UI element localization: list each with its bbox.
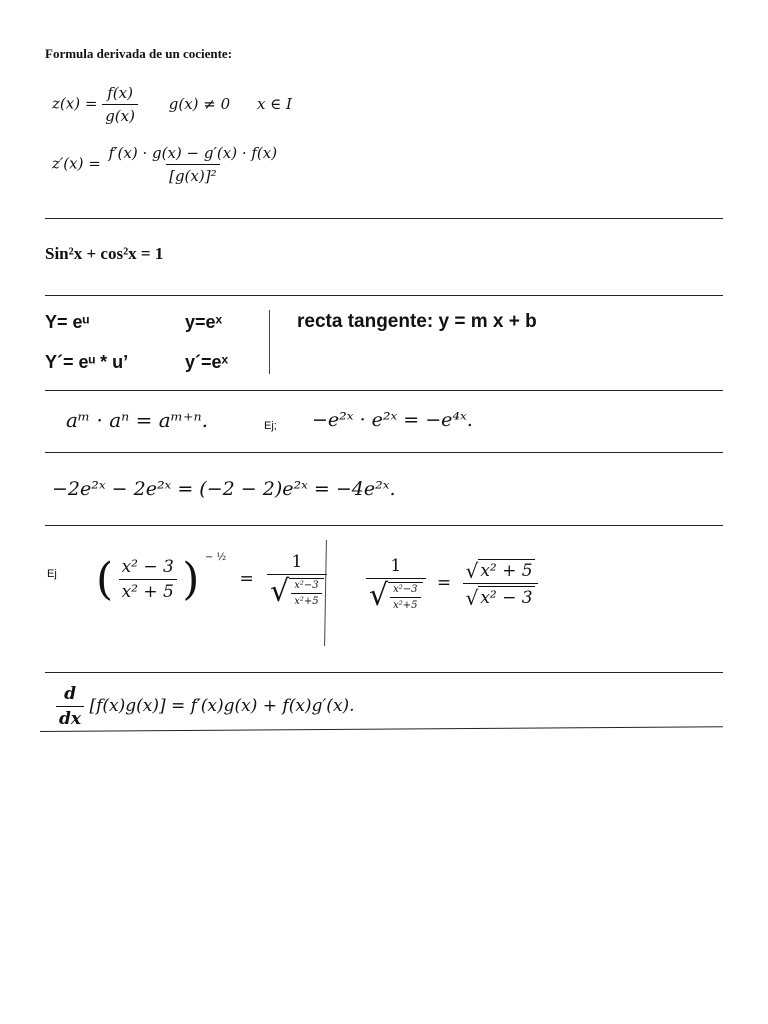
divider [45, 525, 723, 526]
sqrt-symbol [270, 574, 324, 609]
inner-numerator: x²−3 [393, 584, 418, 595]
sqrt-ratio-denominator: √ x² − 3 [463, 583, 538, 608]
exp-rule-yx: y=eˣ [185, 312, 223, 332]
product-rule-expression: [f(x)g(x)] = f′(x)g(x) + f(x)g′(x). [89, 696, 355, 716]
quotient-denominator: g(x) [102, 104, 138, 125]
trig-identity: Sin²x + cos²x = 1 [45, 244, 164, 263]
power-ej-label: Ej; [264, 420, 277, 432]
product-rule [56, 684, 355, 729]
power-rule: aᵐ · aⁿ = aᵐ⁺ⁿ. [66, 408, 208, 432]
derivative-fraction [106, 144, 281, 185]
right-paren: ) [182, 554, 200, 605]
derivative-numerator: f′(x) · g(x) − g′(x) · f(x) [108, 144, 278, 162]
inner-denominator: x²+5 [291, 593, 321, 607]
quotient-condition-x: x ∈ I [256, 94, 292, 113]
inner-fraction [390, 584, 420, 611]
equals: = [436, 573, 452, 593]
quotient-derivative [52, 144, 280, 185]
base-denominator: x² + 5 [119, 579, 177, 602]
radical-icon: √ [369, 578, 389, 613]
negative-half-exponent: − ½ [204, 552, 227, 563]
inner-fraction [291, 580, 321, 607]
equals: = [239, 569, 254, 589]
divider [45, 218, 723, 219]
quotient-definition [52, 84, 292, 125]
base-numerator: x² − 3 [121, 557, 174, 577]
divider [45, 672, 723, 673]
exp-rule-y: Y= eᵘ [45, 312, 90, 332]
quotient-numerator: f(x) [107, 84, 133, 102]
root-denominator [366, 578, 426, 611]
left-paren: ( [96, 554, 114, 605]
quotient-condition-g: g(x) ≠ 0 [168, 94, 231, 113]
sqrt-ratio-fraction [463, 559, 538, 608]
d-symbol: d [64, 684, 76, 704]
page-title: Formula derivada de un cociente: [45, 46, 233, 61]
root-ej-label: Ej [47, 568, 57, 580]
divider [45, 452, 723, 453]
power-fraction-expression [96, 552, 327, 607]
exp-rule-deriv-x: y´=eˣ [185, 352, 229, 372]
column-divider [269, 310, 270, 374]
root-fraction [267, 552, 327, 607]
quotient-fraction [102, 84, 138, 125]
inner-denominator: x²+5 [390, 597, 420, 611]
sqrt-symbol [369, 578, 423, 613]
exp-rule-deriv-u: Y´= eᵘ * u’ [45, 352, 129, 372]
dx-symbol: dx [56, 706, 84, 729]
divider [45, 390, 723, 391]
inner-numerator: x²−3 [294, 580, 319, 591]
derivative-lhs: z′(x) = [52, 154, 101, 173]
root-fraction [366, 556, 426, 611]
sum-example: −2e²ˣ − 2e²ˣ = (−2 − 2)e²ˣ = −4e²ˣ. [52, 478, 396, 500]
derivative-denominator: [g(x)]² [166, 164, 219, 185]
root-numerator: 1 [390, 556, 402, 576]
root-result-expression [366, 556, 538, 611]
power-example: −e²ˣ · e²ˣ = −e⁴ˣ. [312, 409, 473, 431]
sqrt-ratio-numerator: √ x² + 5 [465, 559, 533, 583]
divider [45, 295, 723, 296]
base-fraction [119, 557, 177, 602]
root-denominator [267, 574, 327, 607]
radical-icon: √ [270, 574, 290, 609]
quotient-lhs: z(x) = [52, 94, 98, 113]
root-numerator: 1 [291, 552, 303, 572]
tangent-line: recta tangente: y = m x + b [297, 311, 537, 332]
derivative-operator [56, 684, 84, 729]
